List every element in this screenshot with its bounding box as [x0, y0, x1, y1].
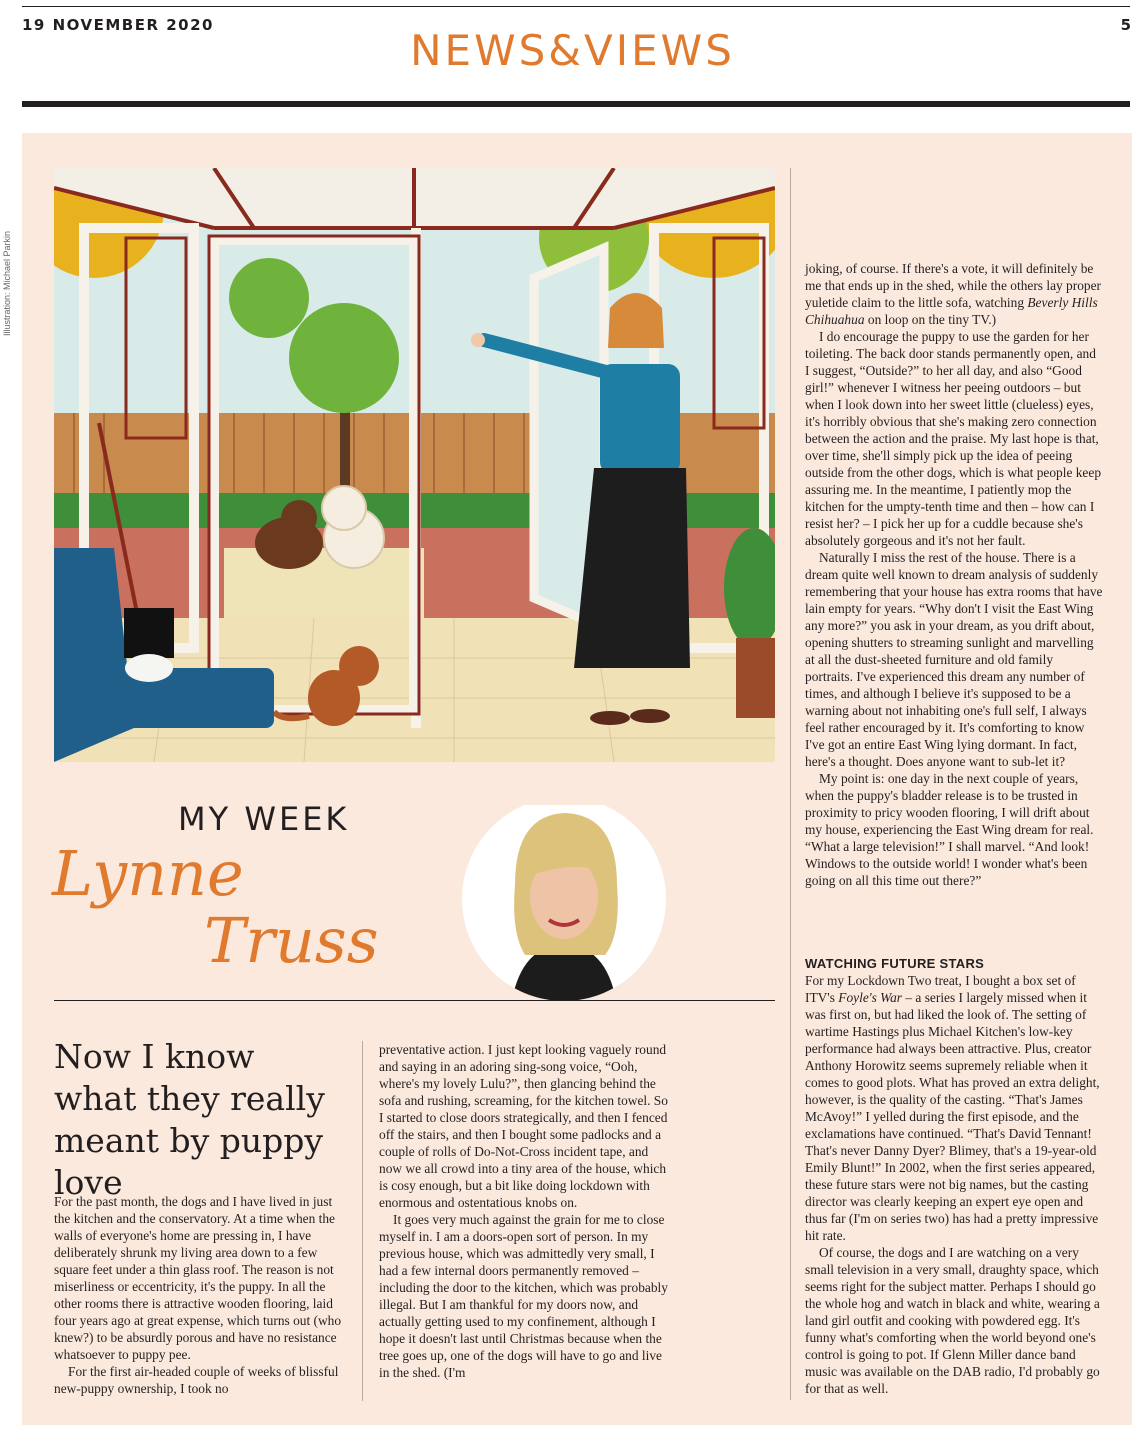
author-portrait — [453, 805, 675, 1001]
article-column-1 — [54, 1193, 346, 1397]
column-rule-right — [790, 168, 791, 1400]
section-title: NEWS&VIEWS — [410, 26, 735, 75]
column-kicker: MY WEEK — [178, 800, 350, 838]
text-run: – a series I largely missed when it was first on, but had liked the look of. The setting of wartime Hastings plus Michael Kitchen's low-key performance had always been attractive. Plus, creator Anthony Horowitz seems supremely reliable when it comes to good plots. What has proved an extra delight, however, is the quality of the casting. “That's James McAvoy!” I yelled during the first episode, and the exclamations have continued. “That's David Tennant! That's never Danny Dyer? Blimey, that's a 19-year-old Emily Blunt!” In 2002, when the first series appeared, these future stars were not big names, but the casting director was clearly keeping an expert eye open and thus far (I'm on series two) has had a pretty impressive hit rate. — [805, 990, 1100, 1243]
page-number: 5 — [1120, 16, 1131, 34]
article-column-3-continued — [805, 955, 1103, 1397]
column-rule-middle — [362, 1041, 363, 1401]
article-column-3 — [805, 260, 1103, 889]
paragraph — [805, 260, 1103, 328]
masthead-top-rule — [22, 6, 1130, 7]
paragraph: Of course, the dogs and I are watching on a very small television in a very small, draughty space, which seems right for the subject matter. Perhaps I should go the whole hog and watch in black and white, wearing a land girl outfit and cooking with powdered egg. It's funny what's comforting when the world beyond one's control is going to pot. If Glenn Miller dance band music was available on the DAB radio, I'd probably go for that as well. — [805, 1245, 1100, 1396]
paragraph: Naturally I miss the rest of the house. There is a dream quite well known to dream analysis of suddenly remembering that your house has extra rooms that have lain empty for years. “Why don't I visit the East Wing any more?” you ask in your dream, as you drift about, opening shutters to streaming sunlight and marvelling at all the dust-sheeted furniture and old family portraits. I've experienced this dream any number of times, and although I believe it's supposed to be a warning about not inhabiting one's full self, I always feel rather encouraged by it. It's comforting to know I've got an entire East Wing lying dormant. In fact, here's a thought. Does anyone want to sub-let it? — [805, 550, 1103, 769]
masthead-rule — [22, 101, 1130, 107]
article-column-2 — [379, 1041, 671, 1381]
film-title: Beverly Hills Chihuahua — [805, 295, 1098, 327]
paragraph: For the first air-headed couple of weeks of blissful new-puppy ownership, I took no — [54, 1364, 339, 1396]
paragraph: It goes very much against the grain for me to close myself in. I am a doors-open sort of person. In my previous house, which was admittedly very small, I had a few internal doors permanently removed – including the door to the kitchen, which was probably illegal. But I am thankful for my doors now, and actually getting used to my confinement, although I hope it doesn't last until Christmas because when the tree goes up, one of the dogs will have to go and live in the shed. (I'm — [379, 1212, 668, 1380]
paragraph: My point is: one day in the next couple of years, when the puppy's bladder release is to be trusted in proximity to pricy wooden flooring, I will drift about my house, experiencing the East Wing dream for real. “What a large television!” I shall marvel. “And look! Windows to the outside world! I wonder what's been going on all this time out there?” — [805, 771, 1094, 888]
paragraph: I do encourage the puppy to use the garden for her toileting. The back door stands permanently open, and I suggest, “Outside?” to her all day, and also “Good girl!” whenever I witness her peeing outdoors – but when I look down into her sweet little (clueless) eyes, it's horribly obvious that she's making zero connection between the action and the praise. My last hope is that, over time, she'll simply pick up the idea of peeing outside from the other dogs, which is what people keep assuring me. In the meantime, I patiently mop the kitchen for the umpty-tenth time and then – how can I resist her? – I pick her up for a cuddle because she's absolutely gorgeous and it's not her fault. — [805, 329, 1102, 548]
byline-rule — [54, 1000, 775, 1001]
paragraph: preventative action. I just kept looking vaguely round and saying in an adoring sing-song voice, “Ooh, where's my lovely Lulu?”, then glancing behind the sofa and rushing, screaming, for the kitchen towel. So I started to close doors strategically, and then I fenced off the stairs, and then I bought some padlocks and a couple of rolls of Do-Not-Cross incident tape, and now we all crowd into a tiny area of the house, which is cosy enough, but a bit like doing lockdown with enormous and ostentatious knobs on. — [379, 1042, 668, 1210]
paragraph: For the past month, the dogs and I have lived in just the kitchen and the conservatory. At a time when the walls of everyone's home are pressing in, I have deliberately shrunk my living area down to a few square feet under a thin glass roof. The reason is not miserliness or eccentricity, it's the puppy. In all the other rooms there is attractive wooden flooring, laid four years ago at great expense, which turns out (who knew?) to be absurdly porous and have no resistance whatsoever to puppy pee. — [54, 1194, 342, 1362]
series-title: Foyle's War — [838, 990, 903, 1005]
text-run: For my Lockdown Two treat, I bought a box set of ITV's — [805, 973, 1076, 1005]
article-headline: Now I know what they really meant by puppy love — [54, 1037, 325, 1202]
issue-date: 19 NOVEMBER 2020 — [22, 16, 214, 34]
section-subhead: WATCHING FUTURE STARS — [805, 956, 985, 971]
conservatory-illustration — [54, 168, 775, 762]
illustration-credit: Illustration: Michael Parkin — [2, 230, 12, 336]
text-run: joking, of course. If there's a vote, it will definitely be me that ends up in the shed, while the others lay proper yuletide claim to the little sofa, watching — [805, 261, 1102, 310]
author-last-name: Truss — [204, 904, 379, 977]
text-run: on loop on the tiny TV.) — [864, 312, 997, 327]
paragraph — [805, 972, 1103, 1244]
author-first-name: Lynne — [52, 837, 244, 910]
